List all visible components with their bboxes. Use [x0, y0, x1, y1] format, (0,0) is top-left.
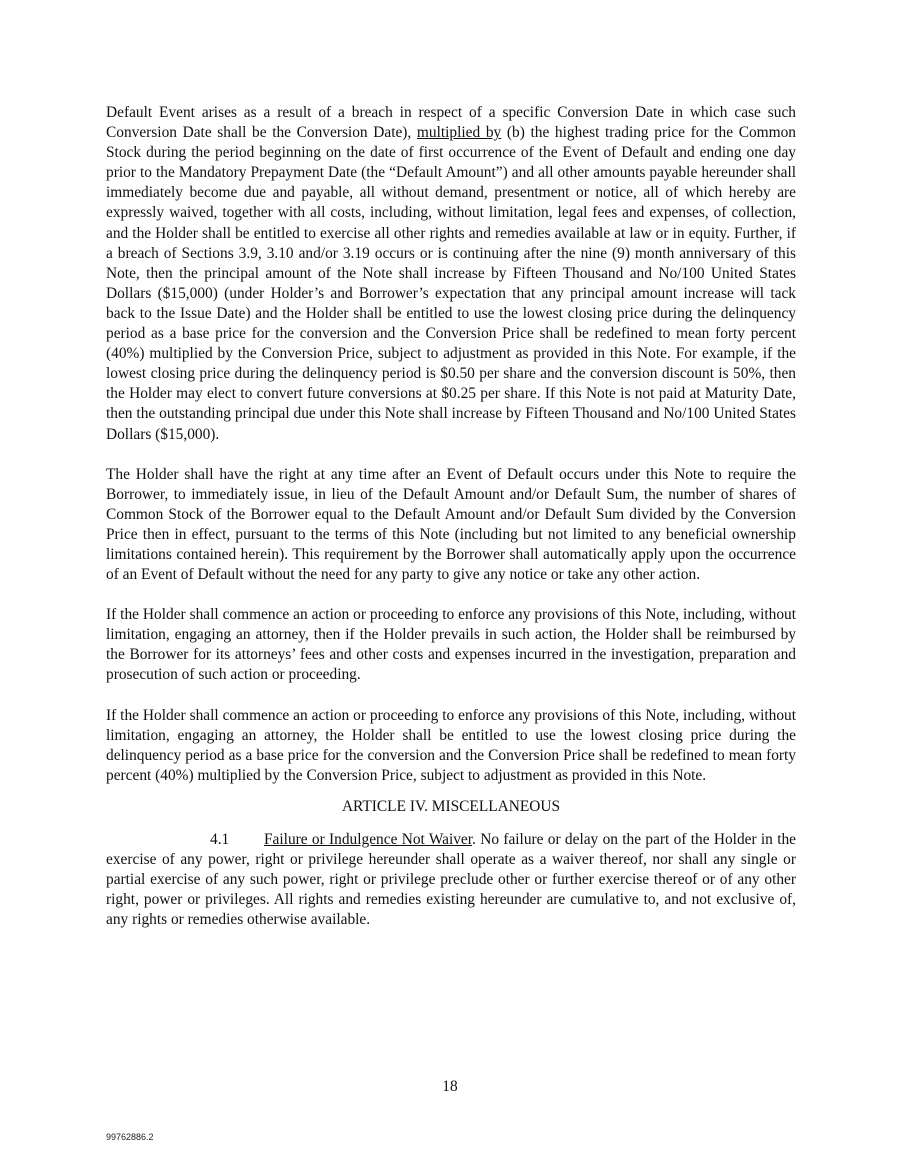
article-heading: ARTICLE IV. MISCELLANEOUS — [341, 797, 561, 815]
multiplied-by-term: multiplied by — [416, 124, 502, 142]
paragraph-issue-shares: The Holder shall have the right at any time after an Event of Default occurs under this Note to require the Borrower, to immediately issue, in lieu of the Default Amount and/or Default Sum, the number of shares of Common Stock of the Borrower equal to the Default Amount and/or Default Sum divided by the Conversion Price then in effect, pursuant to the terms of this Note (including but not limited to any beneficial ownership limitations contained herein). This requirement by the Borrower shall automatically apply upon the occurrence of an Event of Default without the need for any party to give any notice or take any other action. — [106, 465, 796, 584]
document-id: 99762886.2 — [106, 1132, 154, 1142]
section-4-1 — [106, 830, 796, 930]
section-title: Failure or Indulgence Not Waiver — [264, 831, 473, 848]
page-number: 18 — [442, 1078, 458, 1095]
paragraph-enforcement-pricing: If the Holder shall commence an action or proceeding to enforce any provisions of this Note, including, without limitation, engaging an attorney, the Holder shall be entitled to use the lowest closing price during the delinquency period as a base price for the conversion and the Conversion Price shall be redefined to mean forty percent (40%) multiplied by the Conversion Price, subject to adjustment as provided in this Note. — [106, 706, 796, 784]
paragraph-1-text-b: (b) the highest trading price for the Common Stock during the period beginning on the date of first occurrence of the Event of Default and ending one day prior to the Mandatory Prepayment Date (the “Default Amount”) and all other amounts payable hereunder shall immediately become due and payable, all without demand, presentment or notice, all of which hereby are expressly waived, together with all costs, including, without limitation, legal fees and expenses, of collection, and the Holder shall be entitled to exercise all other rights and remedies available at law or in equity. Further, if a breach of Sections 3.9, 3.10 and/or 3.19 occurs or is continuing after the nine (9) month anniversary of this Note, then the principal amount of the Note shall increase by Fifteen Thousand and No/100 United States Dollars ($15,000) (under Holder’s and Borrower’s expectation that any principal amount increase will tack back to the Issue Date) and the Holder shall be entitled to use the lowest closing price during the delinquency period as a base price for the conversion and the Conversion Price shall be redefined to mean forty percent (40%) multiplied by the Conversion Price, subject to adjustment as provided in this Note. For example, if the lowest closing price during the delinquency period is $0.50 per share and the conversion discount is 50%, then the Holder may elect to convert future conversions at $0.25 per share. If this Note is not paid at Maturity Date, then the outstanding principal due under this Note shall increase by Fifteen Thousand and No/100 United States Dollars ($15,000). — [106, 124, 796, 443]
paragraph-1-text-a: Default Event arises as a result of a breach in respect of a specific Conversion Date in which case such Conversion Date shall be the Conversion Date), — [106, 104, 796, 142]
section-text: . No failure or delay on the part of the Holder in the exercise of any power, right or privilege hereunder shall operate as a waiver thereof, nor shall any single or partial exercise of any such power, right or privilege preclude other or further exercise thereof or of any other right, power or privileges. All rights and remedies existing hereunder are cumulative to, and not exclusive of, any rights or remedies otherwise available. — [106, 831, 796, 929]
paragraph-default-amount — [106, 103, 796, 445]
body-text — [106, 103, 796, 950]
paragraph-attorney-fees: If the Holder shall commence an action or proceeding to enforce any provisions of this Note, including, without limitation, engaging an attorney, then if the Holder prevails in such action, the Holder shall be reimbursed by the Borrower for its attorneys’ fees and other costs and expenses incurred in the investigation, preparation and prosecution of such action or proceeding. — [106, 606, 796, 684]
section-number: 4.1 — [210, 831, 230, 848]
